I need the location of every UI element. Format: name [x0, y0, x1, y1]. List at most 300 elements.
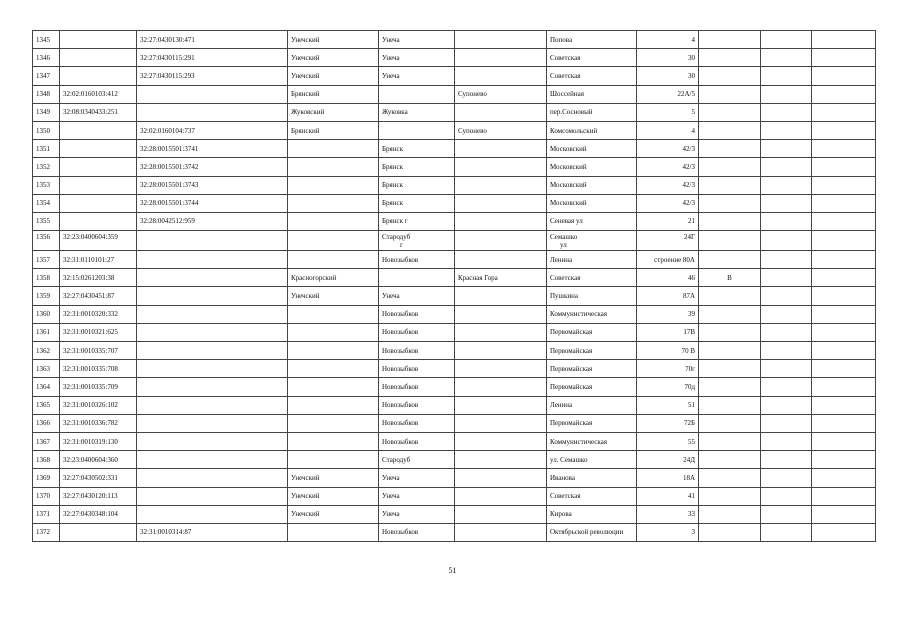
settlement-cell	[455, 176, 547, 194]
building-cell	[699, 432, 761, 450]
settlement-cell	[455, 323, 547, 341]
city-cell-text: Унеча	[382, 71, 400, 80]
street-cell-text: Первомайская	[550, 328, 593, 337]
house-number-cell	[637, 67, 699, 85]
street-cell	[547, 103, 637, 121]
house-number-cell	[637, 194, 699, 212]
district-cell	[288, 121, 379, 139]
city-cell	[379, 378, 455, 396]
extra-cell-a	[761, 212, 812, 230]
cadastral-number-cell	[60, 194, 137, 212]
cadastral-number-cell	[60, 176, 137, 194]
table-row	[33, 31, 876, 49]
row-number-cell	[33, 323, 60, 341]
house-number-cell	[637, 251, 699, 269]
house-number-cell	[637, 158, 699, 176]
district-cell	[288, 49, 379, 67]
cadastral-number-cell	[60, 523, 137, 541]
building-cell	[699, 251, 761, 269]
city-cell-text: Стародуб	[382, 455, 411, 464]
house-number-cell-text: 46	[688, 273, 695, 282]
table-row	[33, 176, 876, 194]
street-cell	[547, 414, 637, 432]
row-number-cell	[33, 31, 60, 49]
cadastral-number-cell	[60, 378, 137, 396]
building-cell	[699, 523, 761, 541]
row-number-cell-text: 1347	[36, 71, 50, 80]
city-cell	[379, 323, 455, 341]
city-cell	[379, 342, 455, 360]
object-cadastral-number-cell-text: 32:27:0430130:471	[140, 35, 195, 44]
object-cadastral-number-cell	[137, 67, 288, 85]
table-row	[33, 121, 876, 139]
city-cell	[379, 469, 455, 487]
building-cell	[699, 212, 761, 230]
street-cell	[547, 451, 637, 469]
settlement-cell	[455, 523, 547, 541]
table-row	[33, 49, 876, 67]
district-cell-text: Жуковский	[291, 108, 325, 117]
district-cell	[288, 269, 379, 287]
settlement-cell	[455, 140, 547, 158]
house-number-cell-text: 33	[688, 510, 695, 519]
extra-cell-a	[761, 432, 812, 450]
street-cell	[547, 432, 637, 450]
city-cell-text: Унеча	[382, 292, 400, 301]
row-number-cell	[33, 231, 60, 251]
object-cadastral-number-cell	[137, 360, 288, 378]
house-number-cell-text: 30	[688, 71, 695, 80]
house-number-cell-text: 5	[691, 108, 695, 117]
street-cell	[547, 251, 637, 269]
house-number-cell-text: 17В	[683, 328, 695, 337]
row-number-cell	[33, 469, 60, 487]
cadastral-number-cell-text: 32:31:0010335:709	[63, 382, 118, 391]
table-row	[33, 378, 876, 396]
district-cell	[288, 451, 379, 469]
cadastral-number-cell-text: 32:31:0110101:27	[63, 255, 115, 264]
cadastral-number-cell-text: 32:02:0160103:412	[63, 90, 118, 99]
house-number-cell-text: 30	[688, 53, 695, 62]
row-number-cell-text: 1360	[36, 310, 50, 319]
city-cell	[379, 31, 455, 49]
object-cadastral-number-cell-text: 32:28:0042512:959	[140, 217, 195, 226]
extra-cell-b	[812, 103, 876, 121]
city-cell-text: Унеча	[382, 35, 400, 44]
house-number-cell	[637, 231, 699, 251]
object-cadastral-number-cell	[137, 469, 288, 487]
district-cell-text: Брянский	[291, 90, 320, 99]
city-cell	[379, 360, 455, 378]
cadastral-number-cell	[60, 469, 137, 487]
row-number-cell	[33, 287, 60, 305]
cadastral-number-cell	[60, 67, 137, 85]
row-number-cell-text: 1364	[36, 382, 50, 391]
row-number-cell	[33, 487, 60, 505]
street-cell	[547, 269, 637, 287]
city-cell	[379, 121, 455, 139]
district-cell	[288, 323, 379, 341]
extra-cell-a	[761, 378, 812, 396]
house-number-cell-text: 39	[688, 310, 695, 319]
city-cell-text: Новозыбков	[382, 255, 419, 264]
table-row	[33, 342, 876, 360]
extra-cell-b	[812, 269, 876, 287]
cadastral-number-cell-text: 32:31:0010319:130	[63, 437, 118, 446]
house-number-cell-text: 70г	[685, 364, 695, 373]
extra-cell-b	[812, 140, 876, 158]
cadastral-number-cell	[60, 414, 137, 432]
row-number-cell	[33, 251, 60, 269]
street-cell	[547, 505, 637, 523]
row-number-cell-text: 1348	[36, 90, 50, 99]
object-cadastral-number-cell	[137, 251, 288, 269]
settlement-cell	[455, 212, 547, 230]
object-cadastral-number-cell	[137, 31, 288, 49]
object-cadastral-number-cell	[137, 194, 288, 212]
cadastral-number-cell	[60, 49, 137, 67]
city-cell-text: Стародуб	[382, 233, 411, 242]
house-number-cell-text: 4	[691, 126, 695, 135]
street-cell-text: Первомайская	[550, 382, 593, 391]
street-cell-text: Комсомольский	[550, 126, 598, 135]
settlement-cell	[455, 194, 547, 212]
cadastral-number-cell	[60, 342, 137, 360]
city-cell-text: Унеча	[382, 492, 400, 501]
settlement-cell	[455, 158, 547, 176]
cadastral-number-cell-text: 32:23:0400604:360	[63, 455, 118, 464]
extra-cell-a	[761, 396, 812, 414]
street-cell	[547, 212, 637, 230]
row-number-cell	[33, 103, 60, 121]
building-cell	[699, 194, 761, 212]
row-number-cell-text: 1370	[36, 492, 50, 501]
house-number-cell	[637, 360, 699, 378]
cadastral-number-cell-text: 32:27:0430348:104	[63, 510, 118, 519]
street-cell-text: Пушкина	[550, 292, 578, 301]
street-cell-text: Шоссейная	[550, 90, 584, 99]
extra-cell-a	[761, 67, 812, 85]
extra-cell-b	[812, 469, 876, 487]
cadastral-number-cell-text: 32:31:0010336:782	[63, 419, 118, 428]
cadastral-number-cell	[60, 432, 137, 450]
page-number: 51	[448, 566, 457, 575]
cadastral-number-cell	[60, 140, 137, 158]
object-cadastral-number-cell-text: 32:28:0015501:3742	[140, 162, 199, 171]
extra-cell-b	[812, 176, 876, 194]
row-number-cell	[33, 305, 60, 323]
object-cadastral-number-cell	[137, 323, 288, 341]
cadastral-number-cell-text: 32:31:0010335:708	[63, 364, 118, 373]
house-number-cell	[637, 342, 699, 360]
settlement-cell-text: Красная Гора	[458, 273, 498, 282]
settlement-cell	[455, 85, 547, 103]
object-cadastral-number-cell	[137, 378, 288, 396]
cadastral-number-cell-text: 32:31:0010320:332	[63, 310, 118, 319]
house-number-cell-text: 42/3	[682, 144, 695, 153]
district-cell-text: Унечский	[291, 473, 320, 482]
table-row	[33, 269, 876, 287]
table-row	[33, 251, 876, 269]
district-cell	[288, 103, 379, 121]
house-number-cell	[637, 49, 699, 67]
city-cell	[379, 451, 455, 469]
street-cell-text: пер.Сосновый	[550, 108, 593, 117]
object-cadastral-number-cell-text: 32:31:0010314:87	[140, 528, 192, 537]
extra-cell-b	[812, 523, 876, 541]
table-row	[33, 140, 876, 158]
house-number-cell	[637, 176, 699, 194]
row-number-cell	[33, 49, 60, 67]
row-number-cell-text: 1353	[36, 181, 50, 190]
extra-cell-b	[812, 31, 876, 49]
house-number-cell	[637, 121, 699, 139]
object-cadastral-number-cell	[137, 396, 288, 414]
settlement-cell	[455, 432, 547, 450]
city-cell-text: Жуковка	[382, 108, 408, 117]
building-cell	[699, 49, 761, 67]
city-cell-text: Новозыбков	[382, 382, 419, 391]
cadastral-number-cell	[60, 269, 137, 287]
house-number-cell	[637, 212, 699, 230]
city-cell	[379, 251, 455, 269]
building-cell	[699, 103, 761, 121]
row-number-cell-text: 1355	[36, 217, 50, 226]
street-cell-text: Советская	[550, 53, 581, 62]
district-cell-text: Унечский	[291, 71, 320, 80]
row-number-cell	[33, 451, 60, 469]
row-number-cell-text: 1363	[36, 364, 50, 373]
street-cell-text: Московский	[550, 181, 587, 190]
table-body	[33, 31, 876, 542]
cadastral-number-cell-text: 32:27:0430120:113	[63, 492, 118, 501]
building-cell	[699, 121, 761, 139]
building-cell	[699, 31, 761, 49]
extra-cell-b	[812, 305, 876, 323]
house-number-cell	[637, 396, 699, 414]
building-cell	[699, 505, 761, 523]
street-cell	[547, 67, 637, 85]
street-cell-text: Советская	[550, 273, 581, 282]
settlement-cell	[455, 360, 547, 378]
district-cell	[288, 85, 379, 103]
row-number-cell-text: 1346	[36, 53, 50, 62]
district-cell	[288, 158, 379, 176]
cadastral-number-cell-text: 32:31:0010326:102	[63, 401, 118, 410]
row-number-cell-text: 1372	[36, 528, 50, 537]
house-number-cell-text: 42/3	[682, 199, 695, 208]
building-cell	[699, 342, 761, 360]
building-cell	[699, 396, 761, 414]
street-cell-text: Коммунистическая	[550, 310, 607, 319]
building-cell	[699, 231, 761, 251]
row-number-cell-text: 1362	[36, 346, 50, 355]
city-cell	[379, 396, 455, 414]
house-number-cell	[637, 378, 699, 396]
row-number-cell-text: 1366	[36, 419, 50, 428]
cadastral-number-cell	[60, 121, 137, 139]
district-cell-text: Унечский	[291, 53, 320, 62]
house-number-cell	[637, 432, 699, 450]
table-row	[33, 432, 876, 450]
table-row	[33, 231, 876, 251]
building-cell	[699, 469, 761, 487]
street-cell	[547, 85, 637, 103]
building-cell	[699, 487, 761, 505]
table-row	[33, 451, 876, 469]
street-cell	[547, 31, 637, 49]
table-row	[33, 67, 876, 85]
table-row	[33, 194, 876, 212]
district-cell	[288, 140, 379, 158]
district-cell	[288, 287, 379, 305]
cadastral-number-cell-text: 32:31:0010321:625	[63, 328, 118, 337]
house-number-cell	[637, 103, 699, 121]
house-number-cell	[637, 414, 699, 432]
extra-cell-b	[812, 158, 876, 176]
house-number-cell-text: 70д	[684, 382, 695, 391]
city-cell-text: Новозыбков	[382, 437, 419, 446]
row-number-cell-text: 1351	[36, 144, 50, 153]
extra-cell-b	[812, 251, 876, 269]
house-number-cell-text: 41	[688, 492, 695, 501]
street-cell-text: Октябрьской революции	[550, 528, 624, 537]
register-table	[32, 30, 876, 542]
building-cell	[699, 323, 761, 341]
street-cell	[547, 360, 637, 378]
table-row	[33, 469, 876, 487]
settlement-cell	[455, 287, 547, 305]
building-cell	[699, 451, 761, 469]
house-number-cell-text: 18А	[682, 473, 695, 482]
table-row	[33, 305, 876, 323]
table-row	[33, 487, 876, 505]
city-cell	[379, 231, 455, 251]
row-number-cell-text: 1361	[36, 328, 50, 337]
street-cell-text: Советская	[550, 492, 581, 501]
cadastral-number-cell	[60, 305, 137, 323]
city-cell-text: Новозыбков	[382, 401, 419, 410]
object-cadastral-number-cell	[137, 414, 288, 432]
object-cadastral-number-cell	[137, 231, 288, 251]
row-number-cell-text: 1371	[36, 510, 50, 519]
street-cell	[547, 140, 637, 158]
settlement-cell-text: Супонево	[458, 90, 487, 99]
district-cell	[288, 378, 379, 396]
row-number-cell-text: 1365	[36, 401, 50, 410]
house-number-cell-text: строение 80А	[654, 255, 695, 264]
extra-cell-b	[812, 194, 876, 212]
street-cell-text: Первомайская	[550, 346, 593, 355]
district-cell	[288, 523, 379, 541]
house-number-cell	[637, 85, 699, 103]
row-number-cell-text: 1368	[36, 455, 50, 464]
house-number-cell-text: 42/3	[682, 181, 695, 190]
district-cell-text: Унечский	[291, 292, 320, 301]
district-cell	[288, 305, 379, 323]
object-cadastral-number-cell	[137, 212, 288, 230]
row-number-cell	[33, 269, 60, 287]
house-number-cell-text: 3	[691, 528, 695, 537]
street-cell-text: Коммунистическая	[550, 437, 607, 446]
extra-cell-a	[761, 85, 812, 103]
street-cell	[547, 49, 637, 67]
city-cell-text: Брянск	[382, 162, 403, 171]
cadastral-number-cell-text: 32:08:0340433:251	[63, 108, 118, 117]
street-cell	[547, 342, 637, 360]
city-cell	[379, 176, 455, 194]
district-cell	[288, 432, 379, 450]
street-cell-text: Советская	[550, 71, 581, 80]
extra-cell-a	[761, 523, 812, 541]
extra-cell-a	[761, 140, 812, 158]
cadastral-number-cell	[60, 158, 137, 176]
row-number-cell	[33, 212, 60, 230]
row-number-cell-text: 1358	[36, 273, 50, 282]
street-cell-text: Ленина	[550, 401, 573, 410]
street-cell	[547, 121, 637, 139]
extra-cell-a	[761, 269, 812, 287]
house-number-cell-text: 24Д	[683, 455, 695, 464]
street-cell	[547, 176, 637, 194]
extra-cell-b	[812, 451, 876, 469]
settlement-cell	[455, 414, 547, 432]
cadastral-number-cell	[60, 487, 137, 505]
settlement-cell	[455, 103, 547, 121]
settlement-cell	[455, 451, 547, 469]
street-cell	[547, 378, 637, 396]
city-cell	[379, 505, 455, 523]
street-cell	[547, 487, 637, 505]
city-cell-text: Новозыбков	[382, 364, 419, 373]
table-row	[33, 523, 876, 541]
house-number-cell	[637, 487, 699, 505]
street-cell	[547, 523, 637, 541]
extra-cell-b	[812, 121, 876, 139]
house-number-cell	[637, 140, 699, 158]
city-cell	[379, 194, 455, 212]
building-cell	[699, 269, 761, 287]
settlement-cell	[455, 487, 547, 505]
house-number-cell-text: 87А	[682, 292, 695, 301]
street-cell-text: Попова	[550, 35, 573, 44]
extra-cell-a	[761, 251, 812, 269]
cadastral-number-cell	[60, 505, 137, 523]
object-cadastral-number-cell	[137, 432, 288, 450]
table-row	[33, 396, 876, 414]
city-cell-text: Унеча	[382, 53, 400, 62]
house-number-cell-text: 72Б	[683, 419, 695, 428]
district-cell	[288, 469, 379, 487]
table-row	[33, 212, 876, 230]
district-cell-text: Красногорский	[291, 273, 337, 282]
extra-cell-a	[761, 469, 812, 487]
house-number-cell-text: 21	[688, 217, 695, 226]
cadastral-number-cell	[60, 251, 137, 269]
row-number-cell	[33, 342, 60, 360]
extra-cell-b	[812, 432, 876, 450]
settlement-cell	[455, 305, 547, 323]
object-cadastral-number-cell	[137, 49, 288, 67]
building-cell	[699, 158, 761, 176]
extra-cell-b	[812, 85, 876, 103]
building-cell	[699, 67, 761, 85]
extra-cell-b	[812, 396, 876, 414]
object-cadastral-number-cell	[137, 487, 288, 505]
extra-cell-a	[761, 414, 812, 432]
house-number-cell	[637, 469, 699, 487]
row-number-cell-text: 1350	[36, 126, 50, 135]
